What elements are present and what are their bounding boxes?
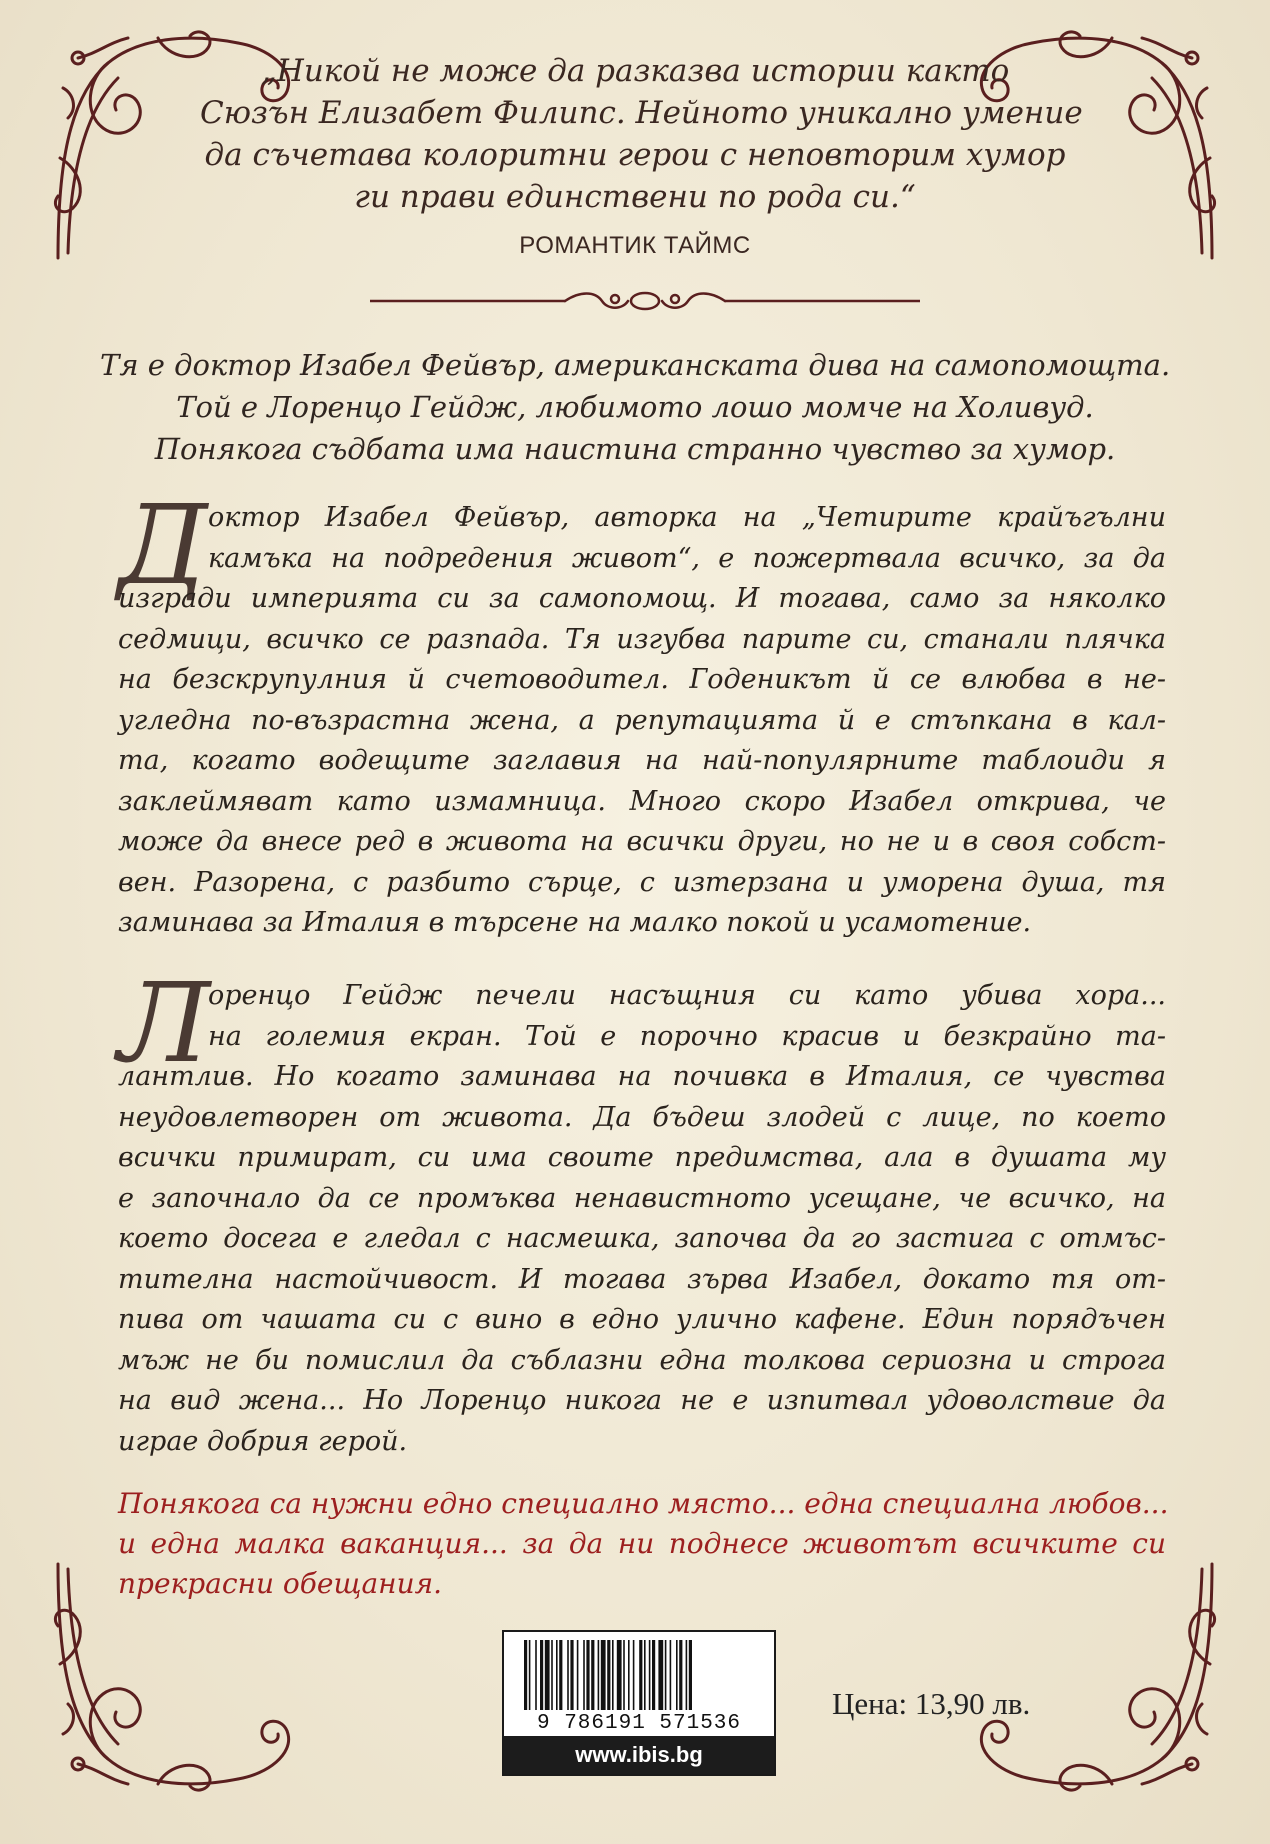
paragraph-line: октор Изабел Фейвър, авторка на „Четирите крайъгълни [208, 502, 1166, 533]
drop-cap: Л [118, 959, 210, 1087]
paragraph-line: та, когато водещите заглавия на най-популярните таблоиди я [118, 745, 1166, 776]
publisher-url: www.ibis.bg [504, 1736, 774, 1774]
barcode-bar [679, 1640, 682, 1710]
barcode-bar [577, 1640, 579, 1710]
barcode-bar [676, 1640, 678, 1710]
tagline-line: Тя е доктор Изабел Фейвър, американската дива на самопомощта. [100, 348, 1171, 382]
barcode-bar [652, 1640, 655, 1710]
paragraph-line: всички примират, си има своите предимства, ала в душата му [118, 1142, 1166, 1173]
paragraph-line: на вид жена... Но Лоренцо никога не е изпитвал удоволствие да [118, 1385, 1166, 1416]
paragraph-line: изгради империята си за самопомощ. И тогава, само за няколко [118, 583, 1166, 614]
barcode-bar [598, 1640, 600, 1710]
barcode-bar [540, 1640, 543, 1710]
barcode-bar [628, 1640, 630, 1710]
quote-line: „Никой не може да разказва истории както [260, 53, 1010, 89]
quote-line: Сюзън Елизабет Филипс. Нейното уникално умение [200, 95, 1083, 131]
paragraph-line: играе добрия герой. [118, 1425, 408, 1457]
barcode-bar [559, 1640, 562, 1710]
paragraph-line: е започнало да се промъква ненавистното усещане, че всичко, на [118, 1182, 1166, 1214]
barcode-bar [686, 1640, 688, 1710]
closing-line: прекрасни обещания. [118, 1567, 443, 1600]
paragraph-line: заминава за Италия в търсене на малко покой и усамотение. [118, 907, 1032, 938]
price-label: Цена: 13,90 лв. [832, 1686, 1031, 1721]
barcode-bar [665, 1640, 667, 1710]
tagline-line: Той е Лоренцо Гейдж, любимото лошо момче на Холивуд. [176, 390, 1094, 424]
barcode-bar [583, 1640, 585, 1710]
barcode-bar [623, 1640, 625, 1710]
barcode-bar [586, 1640, 589, 1710]
barcode-bars [524, 1640, 756, 1710]
barcode-bar [689, 1640, 692, 1710]
quote-line: да съчетава колоритни герои с неповторим хумор [204, 137, 1066, 173]
paragraph-line: което досега е гледал с насмешка, започва да го застига с отмъс- [118, 1223, 1166, 1254]
tagline-line: Понякога съдбата има наистина странно чувство за хумор. [154, 432, 1116, 466]
barcode-bar [529, 1640, 531, 1710]
paragraph-line: лантлив. Но когато заминава на почивка в Италия, се чувства [118, 1061, 1166, 1092]
closing-line: и една малка ваканция... за да ни поднесе животът всичките си [118, 1527, 1166, 1560]
review-quote [200, 50, 1083, 218]
paragraph-line: на големия екран. Той е порочно красив и безкрайно та- [208, 1020, 1166, 1052]
barcode-bar [556, 1640, 558, 1710]
quote-line: ги прави единствени по рода си.“ [354, 179, 916, 215]
closing-line: Понякога са нужни едно специално място... една специална любов... [118, 1487, 1169, 1520]
barcode-bar [633, 1640, 635, 1710]
description-paragraph-1 [118, 498, 1166, 944]
barcode-bar [617, 1640, 622, 1710]
barcode-bar [551, 1640, 553, 1710]
barcode-bar [670, 1640, 672, 1710]
barcode-bar [649, 1640, 651, 1710]
drop-cap: Д [118, 481, 208, 609]
barcode-bar [545, 1640, 550, 1710]
paragraph-line: угледна по-възрастна жена, а репутацията й е стъпкана в кал- [118, 704, 1166, 736]
closing-statement [118, 1484, 1169, 1604]
barcode-bar [570, 1640, 573, 1710]
isbn-barcode [502, 1630, 776, 1776]
barcode-bar [639, 1640, 642, 1710]
quote-source: РОМАНТИК ТАЙМС [519, 232, 751, 259]
paragraph-line: може да внесе ред в живота на всички други, но не и в своя собст- [118, 826, 1166, 857]
tagline [100, 344, 1170, 470]
paragraph-line: оренцо Гейдж печели насъщния си като убива хора... [208, 980, 1166, 1011]
paragraph-line: седмици, всичко се разпада. Тя изгубва парите си, станали плячка [118, 623, 1166, 655]
paragraph-line: пива от чашата си с вино в едно улично кафене. Един порядъчен [118, 1304, 1166, 1335]
paragraph-line: вен. Разорена, с разбито сърце, с изтерзана и уморена душа, тя [118, 866, 1166, 898]
barcode-bar [524, 1640, 527, 1710]
barcode-bar [658, 1640, 663, 1710]
paragraph-line: камъка на подредения живот“, е пожертвала всичко, за да [208, 542, 1166, 574]
barcode-bar [591, 1640, 594, 1710]
barcode-bar [607, 1640, 610, 1710]
barcode-bar [612, 1640, 614, 1710]
paragraph-line: мъж не би помислил да съблазни една толкова сериозна и строга [118, 1344, 1166, 1376]
paragraph-line: заклеймяват като измамница. Много скоро Изабел открива, че [118, 785, 1166, 817]
barcode-bar [644, 1640, 646, 1710]
barcode-bar [535, 1640, 537, 1710]
description-paragraph-2 [118, 976, 1166, 1462]
isbn-number: 9 786191 571536 [536, 1712, 742, 1735]
paragraph-line: неудовлетворен от живота. Да бъдеш злодей с лице, по което [118, 1101, 1166, 1133]
barcode-bar [601, 1640, 606, 1710]
paragraph-line: тителна настойчивост. И тогава зърва Изабел, докато тя от- [118, 1263, 1166, 1295]
barcode-bar [567, 1640, 569, 1710]
paragraph-line: на безскрупулния й счетоводител. Годеникът й се влюбва в не- [118, 664, 1166, 695]
ornamental-divider [370, 288, 920, 314]
